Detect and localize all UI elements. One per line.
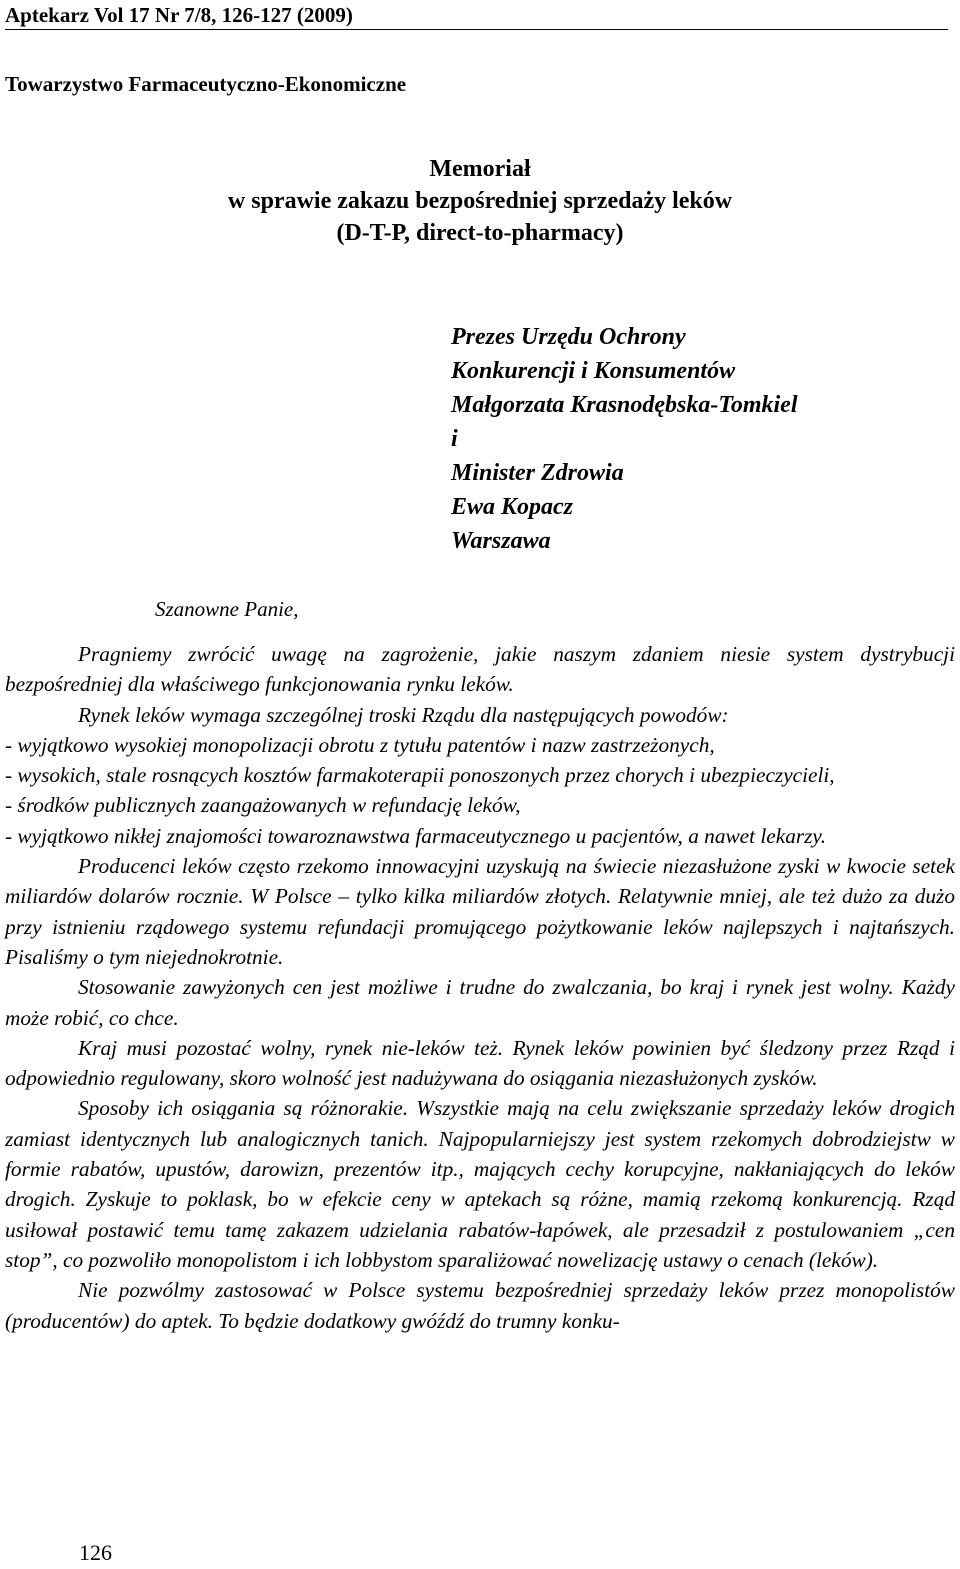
- paragraph: Stosowanie zawyżonych cen jest możliwe i trudne do zwalczania, bo kraj i rynek jest wolny. Każdy może robić, co chce.: [5, 975, 955, 1030]
- paragraph: Nie pozwólmy zastosować w Polsce systemu bezpośredniej sprzedaży leków przez monopolistów (producentów) do aptek. To będzie dodatkowy gwóźdź do trumny konku-: [5, 1278, 955, 1333]
- addressee-line: Konkurencji i Konsumentów: [451, 358, 736, 384]
- journal-header: Aptekarz Vol 17 Nr 7/8, 126-127 (2009): [5, 2, 948, 30]
- list-item: - środków publicznych zaangażowanych w refundację leków,: [5, 793, 521, 818]
- paragraph: Producenci leków często rzekomo innowacyjni uzyskują na świecie niezasłużone zyski w kwocie setek miliardów dolarów rocznie. W Polsce – tylko kilka miliardów złotych. Relatywnie mniej, ale też dużo za dużo przy istnieniu rządowego systemu refundacji promującego pożytkowanie leków najlepszych i najtańszych. Pisaliśmy o tym niejednokrotnie.: [5, 854, 955, 969]
- addressee-line: Warszawa: [451, 528, 551, 554]
- title-line-3: (D-T-P, direct-to-pharmacy): [336, 220, 624, 246]
- addressee-line: Prezes Urzędu Ochrony: [451, 324, 686, 350]
- paragraph: Rynek leków wymaga szczególnej troski Rządu dla następujących powodów:: [78, 702, 729, 727]
- list-item: - wyjątkowo wysokiej monopolizacji obrotu z tytułu patentów i nazw zastrzeżonych,: [5, 732, 715, 757]
- addressee-line: i: [451, 426, 458, 452]
- organization-name: Towarzystwo Farmaceutyczno-Ekonomiczne: [5, 72, 407, 96]
- page-number: 126: [79, 1540, 112, 1565]
- list-item: - wyjątkowo nikłej znajomości towaroznawstwa farmaceutycznego u pacjentów, a nawet lekarzy.: [5, 823, 827, 848]
- paragraph: Kraj musi pozostać wolny, rynek nie-leków też. Rynek leków powinien być śledzony przez Rząd i odpowiednio regulowany, skoro wolność jest nadużywana do osiągania niezasłużonych zysków.: [5, 1035, 955, 1091]
- title-line-1: Memoriał: [429, 156, 531, 182]
- title-line-2: w sprawie zakazu bezpośredniej sprzedaży leków: [227, 188, 733, 214]
- addressee-line: Małgorzata Krasnodębska-Tomkiel: [451, 392, 798, 418]
- salutation: Szanowne Panie,: [155, 597, 299, 621]
- addressee-line: Minister Zdrowia: [451, 460, 624, 486]
- paragraph: Sposoby ich osiągania są różnorakie. Wszystkie mają na celu zwiększanie sprzedaży leków drogich zamiast identycznych lub analogicznych tanich. Najpopularniejszy jest system rzekomych dobrodziejstw w formie rabatów, upustów, darowizn, prezentów itp., mających cechy korupcyjne, nakłaniających do leków drogich. Zyskuje to poklask, bo w efekcie ceny w aptekach są różne, mamią rzekomą konkurencją. Rząd usiłował postawić temu tamę zakazem udzielania rabatów-łapówek, ale przesadził z postulowaniem „cen stop”, co pozwoliło monopolistom i ich lobbystom sparaliżować nowelizację ustawy o cenach (leków).: [5, 1096, 955, 1272]
- document-title: [0, 153, 960, 249]
- addressee-block: [451, 320, 798, 558]
- addressee-line: Ewa Kopacz: [451, 494, 574, 520]
- list-item: - wysokich, stale rosnących kosztów farmakoterapii ponoszonych przez chorych i ubezpieczycieli,: [5, 763, 835, 788]
- letter-body: [5, 639, 955, 1336]
- paragraph: Pragniemy zwrócić uwagę na zagrożenie, jakie naszym zdaniem niesie system dystrybucji bezpośredniej dla właściwego funkcjonowania rynku leków.: [5, 642, 955, 697]
